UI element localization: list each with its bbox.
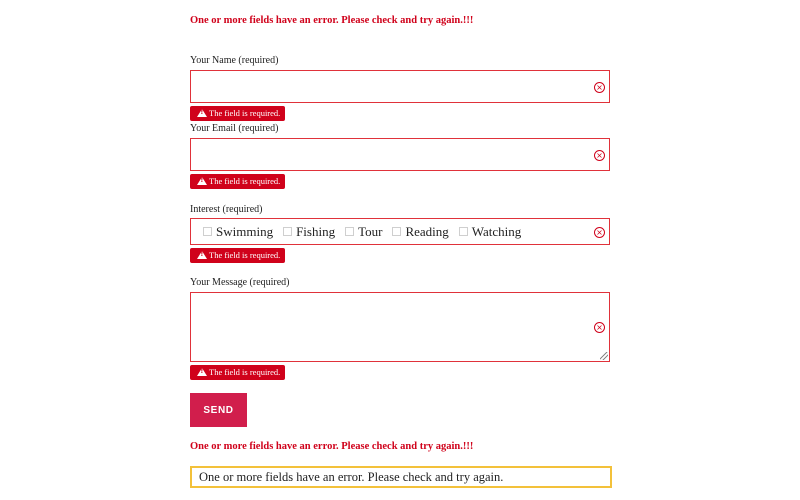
- name-label: Your Name (required): [190, 55, 279, 66]
- interest-option-label: Tour: [358, 223, 383, 239]
- email-error-tip-text: The field is required.: [209, 176, 281, 186]
- checkbox[interactable]: [345, 227, 354, 236]
- response-output: One or more fields have an error. Please check and try again.: [190, 466, 612, 488]
- name-input[interactable]: [191, 71, 609, 102]
- message-error-tip: [190, 365, 285, 380]
- email-input[interactable]: [191, 139, 609, 170]
- interest-option-watching[interactable]: [459, 224, 522, 240]
- checkbox[interactable]: [459, 227, 468, 236]
- email-label: Your Email (required): [190, 123, 279, 134]
- form-error-summary-top: One or more fields have an error. Please check and try again.!!!: [190, 15, 474, 26]
- checkbox[interactable]: [392, 227, 401, 236]
- checkbox[interactable]: [203, 227, 212, 236]
- message-field-wrapper: [190, 292, 610, 362]
- circle-x-icon: ×: [594, 150, 605, 161]
- message-textarea[interactable]: [191, 293, 609, 361]
- interest-option-label: Fishing: [296, 223, 336, 239]
- circle-x-icon: ×: [594, 322, 605, 333]
- interest-error-tip-text: The field is required.: [209, 250, 281, 260]
- name-error-tip-text: The field is required.: [209, 108, 281, 118]
- checkbox[interactable]: [283, 227, 292, 236]
- interest-option-tour[interactable]: [345, 224, 382, 240]
- interest-field-wrapper: [190, 218, 610, 245]
- name-error-tip: [190, 106, 285, 121]
- interest-option-label: Swimming: [216, 223, 274, 239]
- message-label: Your Message (required): [190, 277, 290, 288]
- warning-triangle-icon: [197, 109, 207, 117]
- circle-x-icon: ×: [594, 82, 605, 93]
- warning-triangle-icon: [197, 251, 207, 259]
- interest-option-label: Reading: [405, 223, 449, 239]
- message-error-tip-text: The field is required.: [209, 367, 281, 377]
- form-error-summary-bottom: One or more fields have an error. Please check and try again.!!!: [190, 441, 474, 452]
- email-field-wrapper: [190, 138, 610, 171]
- interest-option-swimming[interactable]: [203, 224, 273, 240]
- circle-x-icon: ×: [594, 227, 605, 238]
- interest-error-tip: [190, 248, 285, 263]
- warning-triangle-icon: [197, 368, 207, 376]
- email-error-tip: [190, 174, 285, 189]
- send-button[interactable]: SEND: [190, 393, 247, 427]
- name-field-wrapper: [190, 70, 610, 103]
- resize-handle[interactable]: [600, 352, 608, 360]
- interest-option-label: Watching: [471, 223, 522, 239]
- interest-label: Interest (required): [190, 204, 263, 215]
- interest-checkbox-group: [191, 219, 609, 244]
- warning-triangle-icon: [197, 177, 207, 185]
- interest-option-fishing[interactable]: [283, 224, 335, 240]
- interest-option-reading[interactable]: [392, 224, 448, 240]
